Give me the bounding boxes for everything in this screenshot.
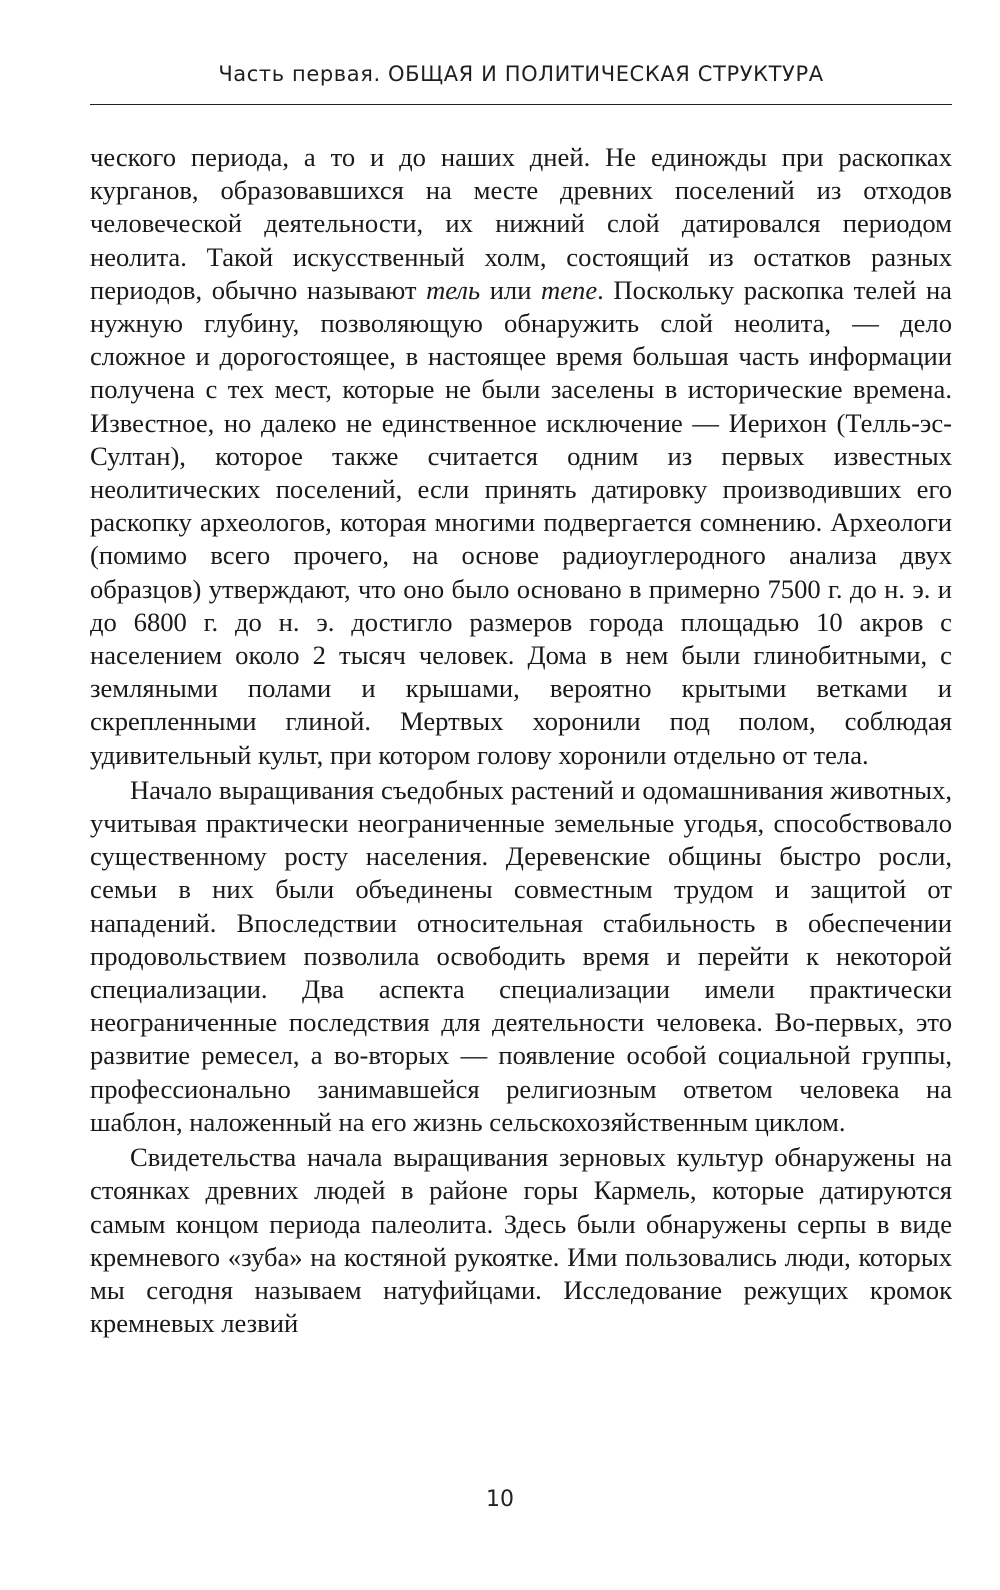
paragraph-2: Начало выращивания съедобных растений и одомашнивания животных, учитывая практически неограниченные земельные угодья, способствовало существенному росту населения. Деревенские общины быстро росли, семьи в них были объединены совместным трудом и защитой от нападений. Впоследствии относительная стабильность в обеспечении продовольствием позволила освободить время и перейти к некоторой специализации. Два аспекта специализации имели практически неограниченные последствия для деятельности человека. Во-первых, это развитие ремесел, а во-вторых — появление особой социальной группы, профессионально занимавшейся религиозным ответом человека на шаблон, наложенный на его жизнь сельскохозяйственным циклом. [90,774,952,1137]
paragraph-1-text-c: . Поскольку раскопка телей на нужную глубину, позволяющую обнаружить слой неолита, — дело сложное и дорогостоящее, в настоящее время большая часть информации получена с тех мест, которые не были заселены в исторические времена. Известное, но далеко не единственное исключение — Иерихон (Телль-эс-Султан), которое также считается одним из первых известных неолитических поселений, если принять датировку производивших его раскопку археологов, которая многими подвергается сомнению. Археологи (помимо всего прочего, на основе радиоуглеродного анализа двух образцов) утверждают, что оно было основано в примерно 7500 г. до н. э. и до 6800 г. до н. э. достигло размеров города площадью 10 акров с населением около 2 тысяч человек. Дома в нем были глинобитными, с земляными полами и крышами, вероятно крытыми ветками и скрепленными глиной. Мертвых хоронили под полом, соблюдая удивительный культ, при котором голову хоронили отдельно от тела. [90,274,952,770]
term-tepe: тепе [541,274,598,305]
paragraph-1 [90,141,952,772]
page-number: 10 [486,1487,514,1512]
body-text [90,141,952,1340]
paragraph-3: Свидетельства начала выращивания зерновых культур обнаружены на стоянках древних людей в районе горы Кармель, которые датируются самым концом периода палеолита. Здесь были обнаружены серпы в виде кремневого «зуба» на костяной рукоятке. Ими пользовались люди, которых мы сегодня называем натуфийцами. Исследование режущих кромок кремневых лезвий [90,1142,952,1339]
running-head: Часть первая. ОБЩАЯ И ПОЛИТИЧЕСКАЯ СТРУКТУРА [218,62,824,86]
paragraph-1-text-b: или [480,274,542,305]
header-rule [90,104,952,105]
term-tel: тель [426,274,481,305]
paragraph-1-text-a: ческого периода, а то и до наших дней. Не единожды при раскопках курганов, образовавшихся на месте древних поселений из отходов человеческой деятельности, их нижний слой датировался периодом неолита. Такой искусственный холм, состоящий из остатков разных периодов, обычно называют [90,142,952,305]
